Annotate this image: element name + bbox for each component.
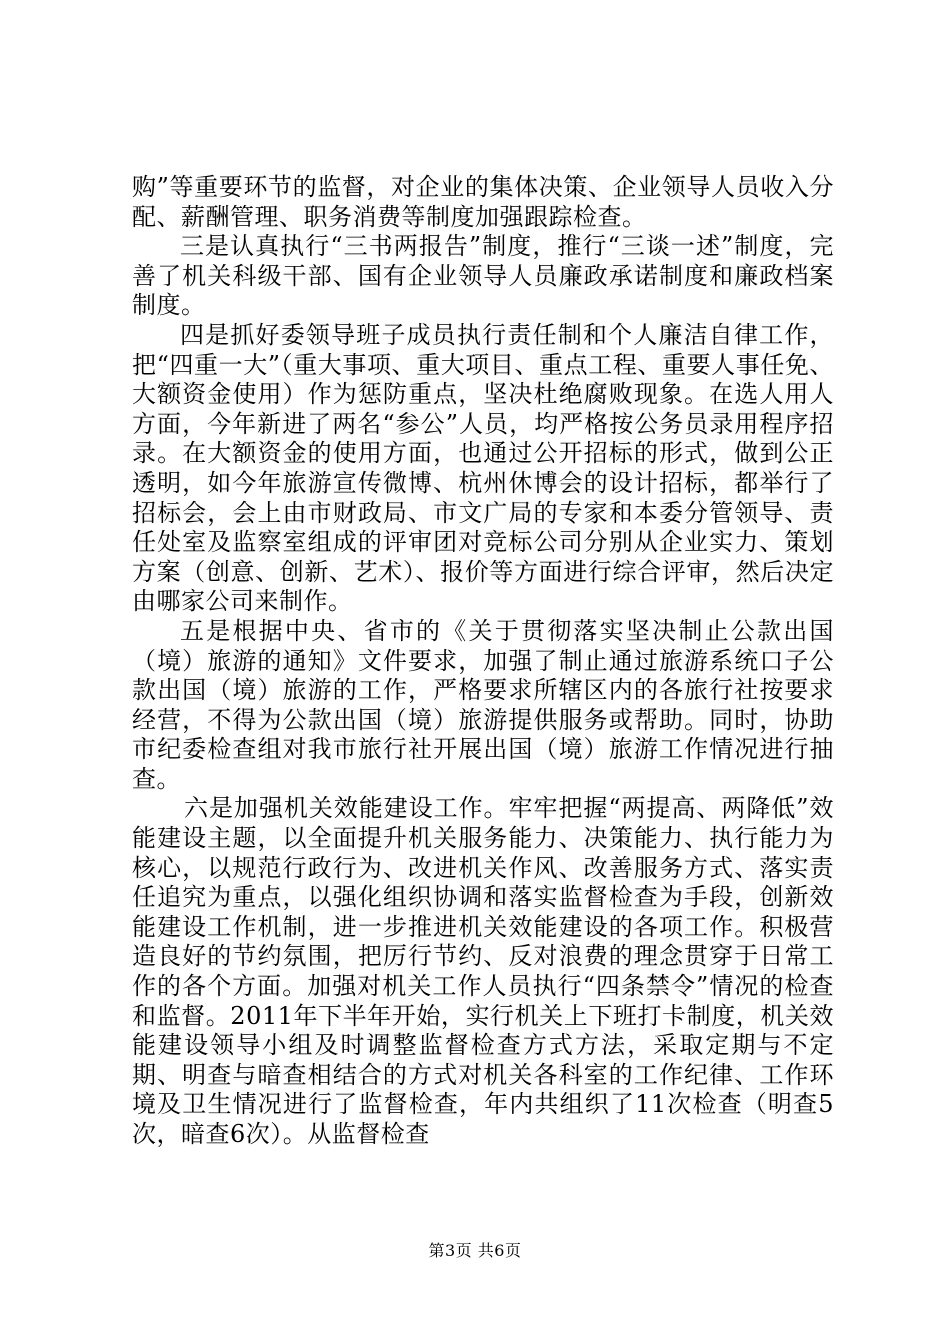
paragraph-point-five: 五是根据中央、省市的《关于贯彻落实坚决制止公款出国（境）旅游的通知》文件要求，加强了制止通过旅游系统口子公款出国（境）旅游的工作，严格要求所辖区内的各旅行社按要求经营，不得为公款出国（境）旅游提供服务或帮助。同时，协助市纪委检查组对我市旅行社开展出国（境）旅游工作情况进行抽查。	[132, 616, 834, 793]
document-body	[132, 173, 834, 1150]
page-number-footer: 第3页 共6页	[428, 1241, 522, 1260]
paragraph-point-four: 四是抓好委领导班子成员执行责任制和个人廉洁自律工作，把“四重一大”（重大事项、重大项目、重点工程、重要人事任免、大额资金使用）作为惩防重点，坚决杜绝腐败现象。在选人用人方面，今年新进了两名“参公”人员，均严格按公务员录用程序招录。在大额资金的使用方面，也通过公开招标的形式，做到公正透明，如今年旅游宣传微博、杭州休博会的设计招标，都举行了招标会，会上由市财政局、市文广局的专家和本委分管领导、责任处室及监察室组成的评审团对竞标公司分别从企业实力、策划方案（创意、创新、艺术）、报价等方面进行综合评审，然后决定由哪家公司来制作。	[132, 320, 834, 616]
paragraph-continuation: 购”等重要环节的监督，对企业的集体决策、企业领导人员收入分配、薪酬管理、职务消费等制度加强跟踪检查。	[132, 173, 834, 231]
paragraph-point-six: 六是加强机关效能建设工作。牢牢把握“两提高、两降低”效能建设主题，以全面提升机关服务能力、决策能力、执行能力为核心，以规范行政行为、改进机关作风、改善服务方式、落实责任追究为重点，以强化组织协调和落实监督检查为手段，创新效能建设工作机制，进一步推进机关效能建设的各项工作。积极营造良好的节约氛围，把厉行节约、反对浪费的理念贯穿于日常工作的各个方面。加强对机关工作人员执行“四条禁令”情况的检查和监督。2011年下半年开始，实行机关上下班打卡制度，机关效能建设领导小组及时调整监督检查方式方法，采取定期与不定期、明查与暗查相结合的方式对机关各科室的工作纪律、工作环境及卫生情况进行了监督检查，年内共组织了11次检查（明查5次，暗查6次）。从监督检查	[132, 794, 834, 1148]
paragraph-point-three: 三是认真执行“三书两报告”制度，推行“三谈一述”制度，完善了机关科级干部、国有企业领导人员廉政承诺制度和廉政档案制度。	[132, 232, 834, 320]
